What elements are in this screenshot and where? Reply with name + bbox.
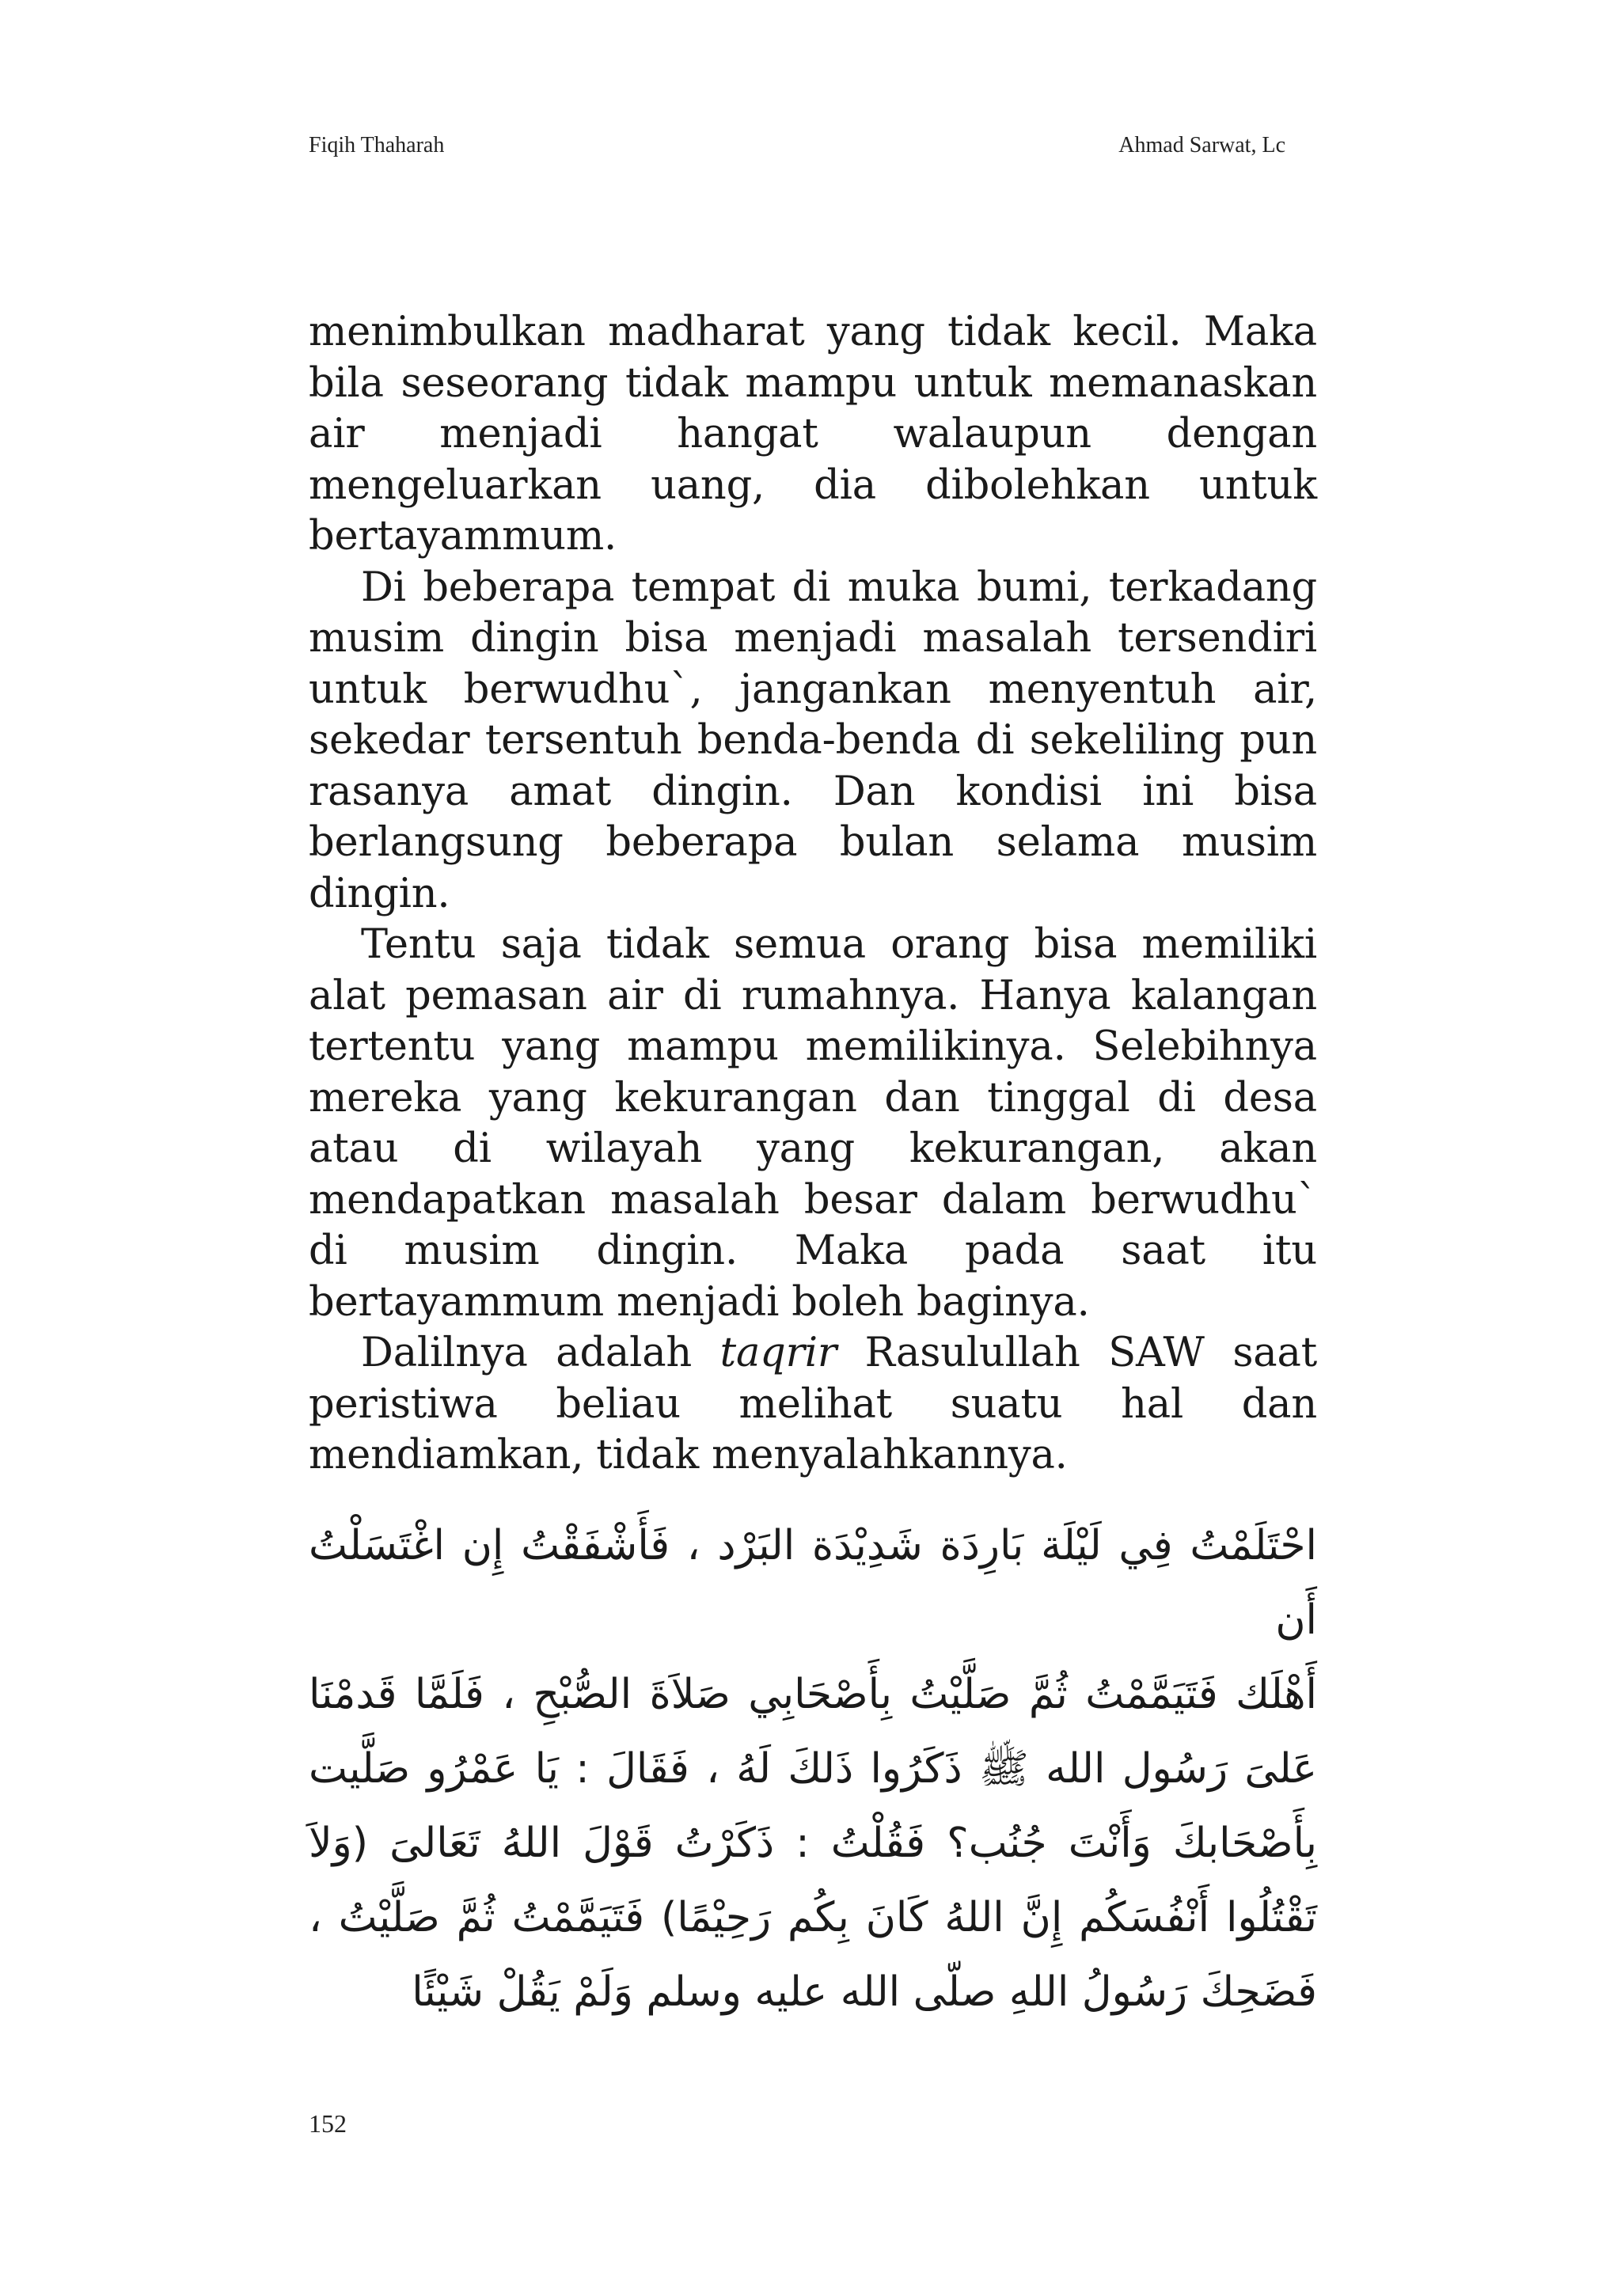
paragraph-4-italic-term: taqrir (719, 1330, 837, 1376)
arabic-line-2: أَهْلَك فَتَيَمَّمْتُ ثُمَّ صَلَّيْتُ بِأَصْحَابِي صَلاَةَ الصُّبْحِ ، فَلَمَّا قَدمْنَا (309, 1670, 1317, 1718)
paragraph-4-end: Rasulullah SAW saat peristiwa beliau melihat suatu hal dan mendiamkan, tidak menyalahkannya. (309, 1330, 1317, 1478)
paragraph-2: Di beberapa tempat di muka bumi, terkadang musim dingin bisa menjadi masalah tersendiri untuk berwudhu`, jangankan menyentuh air, sekedar tersentuh benda-benda di sekeliling pun rasanya amat dingin. Dan kondisi ini bisa berlangsung beberapa bulan selama musim dingin. (309, 564, 1317, 917)
arabic-line-4: بِأَصْحَابكَ وَأَنْتَ جُنُب؟ فَقُلْتُ : ذَكَرْتُ قَوْلَ اللهُ تَعَالىَ (وَلاَ (309, 1819, 1317, 1867)
arabic-line-5: تَقْتُلُوا أَنْفُسَكُم إِنَّ اللهُ كَانَ بِكُم رَحِيْمًا) فَتَيَمَّمْتُ ثُمَّ صَلَّيْتُ ، (309, 1893, 1317, 1941)
paragraph-1: menimbulkan madharat yang tidak kecil. Maka bila seseorang tidak mampu untuk memanaskan air menjadi hangat walaupun dengan mengeluarkan uang, dia dibolehkan untuk bertayammum. (309, 309, 1317, 560)
arabic-line-3: عَلىَ رَسُول الله ﷺ ذَكَرُوا ذَلكَ لَهُ ، فَقَالَ : يَا عَمْرُو صَلَّيت (309, 1744, 1317, 1793)
page-number: 152 (309, 2109, 347, 2138)
arabic-line-1: احْتَلَمْتُ فِي لَيْلَة بَارِدَة شَدِيْدَة البَرْد ، فَأَشْفَقْتُ إِن اغْتَسَلْتُ أَن (309, 1521, 1317, 1644)
arabic-hadith-quote (309, 1509, 1317, 2029)
paragraph-4-start: Dalilnya adalah (361, 1330, 720, 1376)
page-body (309, 307, 1317, 2029)
paragraph-3: Tentu saja tidak semua orang bisa memiliki alat pemasan air di rumahnya. Hanya kalangan tertentu yang mampu memilikinya. Selebihnya mereka yang kekurangan dan tinggal di desa atau di wilayah yang kekurangan, akan mendapatkan masalah besar dalam berwudhu` di musim dingin. Maka pada saat itu bertayammum menjadi boleh baginya. (309, 921, 1317, 1326)
running-header-author: Ahmad Sarwat, Lc (1118, 133, 1285, 157)
running-header-title: Fiqih Thaharah (309, 133, 445, 157)
paragraph-4 (309, 1328, 1317, 1482)
arabic-line-6: فَضَحِكَ رَسُولُ اللهِ صلّى الله عليه وسلم وَلَمْ يَقُلْ شَيْئًا (412, 1968, 1317, 2016)
